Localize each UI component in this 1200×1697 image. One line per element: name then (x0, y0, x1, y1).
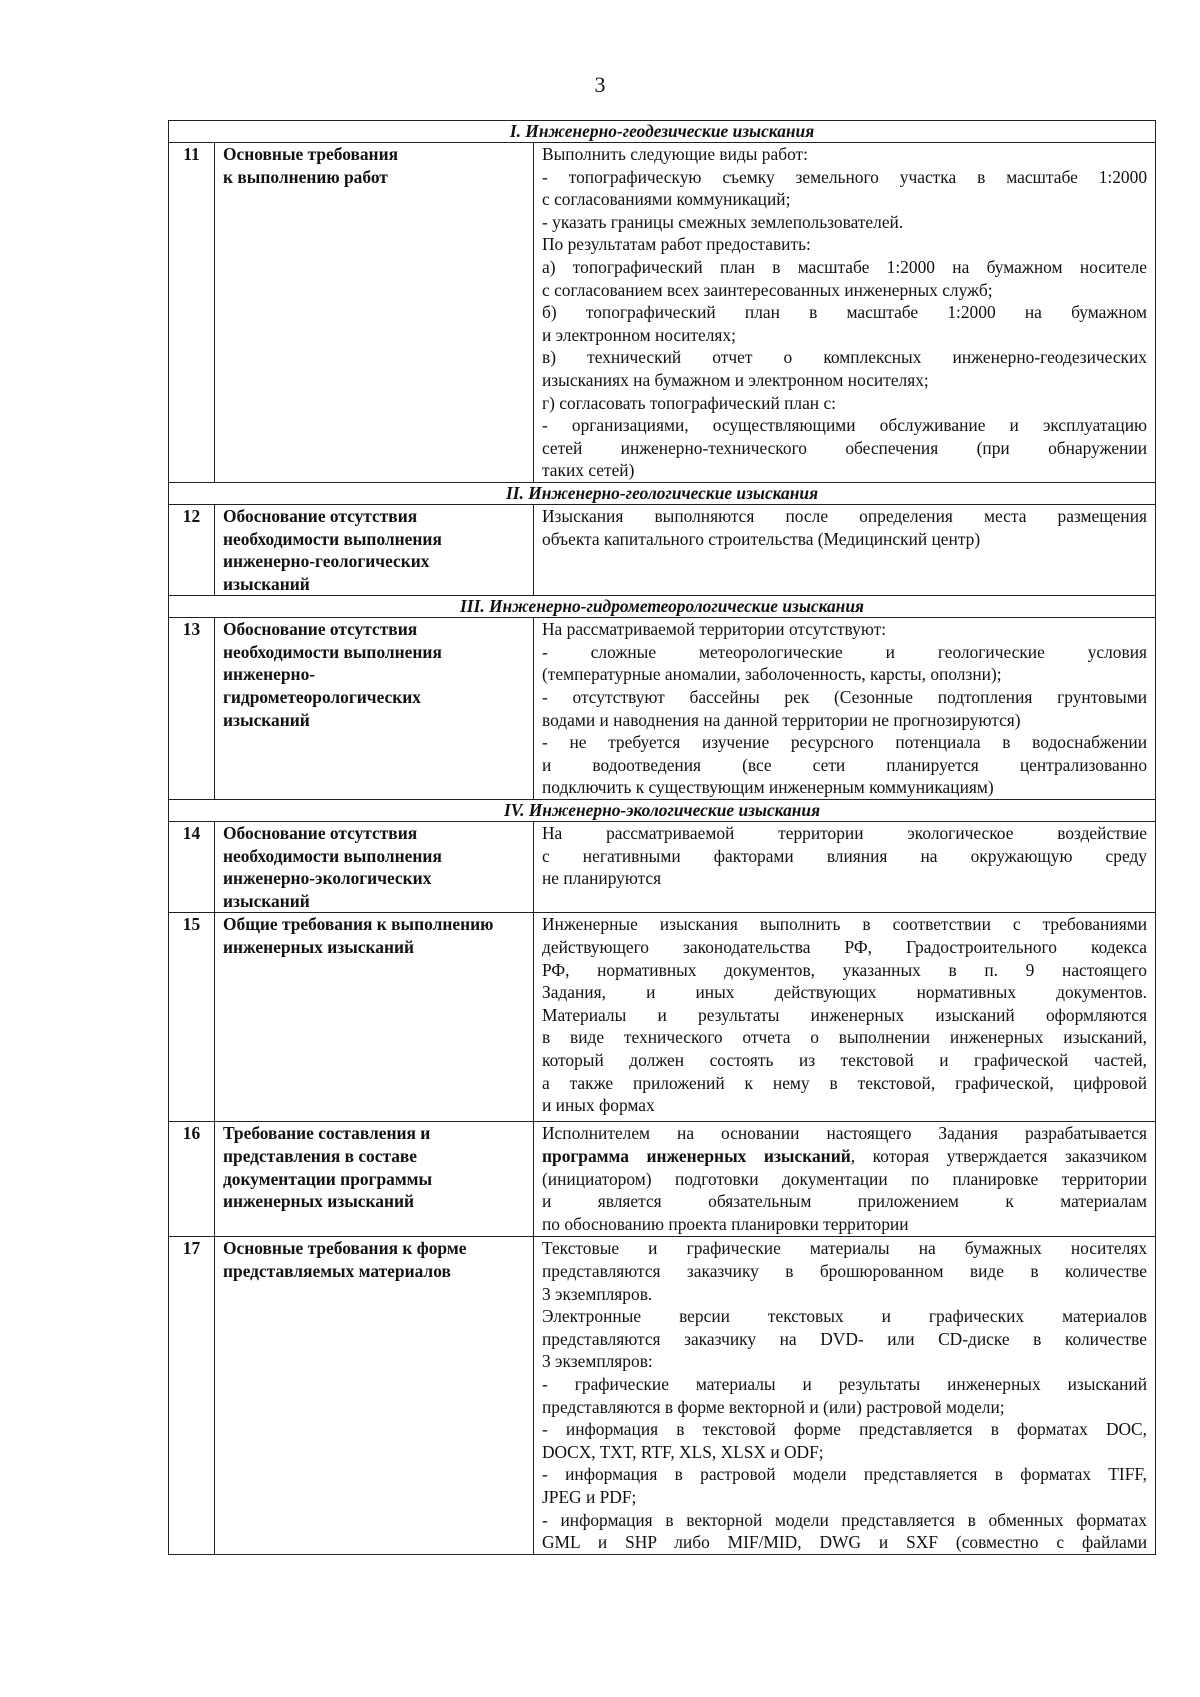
text-line: - информация в текстовой форме представляется в форматах DOC, (542, 1419, 1148, 1440)
label-line: инженерных изысканий (223, 937, 415, 957)
section-header-row (169, 800, 1156, 822)
text-line: представляются заказчику на DVD- или CD-диске в количестве (542, 1328, 1148, 1349)
text-line: JPEG и PDF; (542, 1486, 637, 1507)
label-line: инженерно-геологических (223, 551, 430, 572)
label-line: Основные требования (223, 144, 398, 164)
text-line: - информация в векторной модели представляется в обменных форматах (542, 1509, 1148, 1530)
row-number: 14 (169, 822, 215, 913)
text-line: DOCX, TXT, RTF, XLS, XLSX и ODF; (542, 1441, 824, 1462)
row-text (534, 504, 1156, 595)
text-line: а) топографический план в масштабе 1:2000 на бумажном носителе (542, 256, 1148, 277)
text-line: - сложные метеорологические и геологические условия (542, 641, 1148, 662)
row-number: 16 (169, 1122, 215, 1237)
label-line: к выполнению работ (223, 166, 388, 187)
row-number: 11 (169, 143, 215, 483)
table-row (169, 1122, 1156, 1237)
text-line: GML и SHP либо MIF/MID, DWG и SXF (совместно с файлами (542, 1532, 1148, 1553)
text-line: РФ, нормативных документов, указанных в п. 9 настоящего (542, 959, 1148, 980)
text-line: - информация в растровой модели представляется в форматах TIFF, (542, 1464, 1148, 1485)
row-label (215, 1237, 534, 1554)
row-label (215, 143, 534, 483)
bold-term: программа инженерных изысканий (542, 1146, 851, 1166)
section-header-row (169, 596, 1156, 618)
text-line: Электронные версии текстовых и графических материалов (542, 1306, 1148, 1327)
text-line: таких сетей) (542, 460, 635, 481)
section-title: II. Инженерно-геологические изыскания (169, 482, 1156, 504)
text-line: а также приложений к нему в текстовой, графической, цифровой (542, 1072, 1148, 1093)
text-line: На рассматриваемой территории отсутствуют: (542, 619, 887, 640)
label-line: необходимости выполнения (223, 845, 442, 866)
section-header-row (169, 482, 1156, 504)
text-line: сетей инженерно-технического обеспечения (при обнаружении (542, 437, 1148, 458)
label-line: представляемых материалов (223, 1261, 451, 1281)
text-line: с согласованием всех заинтересованных инженерных служб; (542, 279, 993, 300)
label-line: изысканий (223, 573, 310, 594)
table-row (169, 1237, 1156, 1554)
text-line: подключить к существующим инженерным коммуникациям) (542, 777, 994, 798)
text-line: не планируются (542, 868, 662, 889)
row-number: 15 (169, 913, 215, 1122)
row-text (534, 822, 1156, 913)
text-line: и водоотведения (все сети планируется централизованно (542, 754, 1148, 775)
text-line: объекта капитального строительства (Медицинский центр) (542, 528, 981, 549)
text-line: Выполнить следующие виды работ: (542, 144, 808, 164)
text-line: в) технический отчет о комплексных инженерно-геодезических (542, 347, 1148, 368)
label-line: гидрометеорологических (223, 687, 421, 708)
row-text (534, 143, 1156, 483)
text-line: и является обязательным приложением к материалам (542, 1191, 1148, 1212)
row-text (534, 1237, 1156, 1554)
label-line: изысканий (223, 890, 310, 911)
table-row (169, 822, 1156, 913)
section-header-row (169, 121, 1156, 143)
table-row (169, 913, 1156, 1122)
text-line: (температурные аномалии, заболоченность, карсты, оползни); (542, 664, 1002, 685)
text-line: водами и наводнения на данной территории не прогнозируются) (542, 709, 1021, 730)
text-line: г) согласовать топографический план с: (542, 392, 837, 413)
label-line: Обоснование отсутствия (223, 505, 418, 526)
text-line: Задания, и иных действующих нормативных документов. (542, 982, 1148, 1003)
row-text (534, 618, 1156, 800)
text-line: - графические материалы и результаты инженерных изысканий (542, 1373, 1148, 1394)
text-line: и электронном носителях; (542, 324, 736, 345)
text-line: По результатам работ предоставить: (542, 234, 811, 255)
text-line: представляются в форме векторной и (или) растровой модели; (542, 1396, 1005, 1417)
text-line: по обоснованию проекта планировки территории (542, 1213, 909, 1234)
text-line: Текстовые и графические материалы на бумажных носителях (542, 1238, 1148, 1259)
text-line: Исполнителем на основании настоящего Задания разрабатывается (542, 1123, 1148, 1144)
label-line: Обоснование отсутствия (223, 823, 418, 844)
text-line: изысканиях на бумажном и электронном носителях; (542, 369, 929, 390)
text-line: Материалы и результаты инженерных изысканий оформляются (542, 1004, 1148, 1025)
text-line: с негативными факторами влияния на окружающую среду (542, 845, 1148, 866)
row-label (215, 1122, 534, 1237)
text-line: - не требуется изучение ресурсного потенциала в водоснабжении (542, 732, 1148, 753)
row-text (534, 1122, 1156, 1237)
text-line: Изыскания выполняются после определения места размещения (542, 505, 1148, 526)
row-number: 13 (169, 618, 215, 800)
text-line: - топографическую съемку земельного участка в масштабе 1:2000 (542, 166, 1148, 187)
row-label (215, 913, 534, 1122)
text-line: представляются заказчику в брошюрованном виде в количестве (542, 1261, 1148, 1281)
table-row (169, 618, 1156, 800)
text-line: - отсутствуют бассейны рек (Сезонные подтопления грунтовыми (542, 687, 1148, 708)
label-line: инженерно-экологических (223, 868, 432, 889)
text-line: На рассматриваемой территории экологическое воздействие (542, 823, 1148, 844)
text-line (542, 1145, 1147, 1168)
section-title: IV. Инженерно-экологические изыскания (169, 800, 1156, 822)
row-number: 12 (169, 504, 215, 595)
text-line: действующего законодательства РФ, Градостроительного кодекса (542, 937, 1148, 957)
text-line: 3 экземпляров. (542, 1283, 653, 1304)
table-row (169, 504, 1156, 595)
text-line: (инициатором) подготовки документации по планировке территории (542, 1168, 1148, 1189)
text-line: в виде технического отчета о выполнении инженерных изысканий, (542, 1027, 1148, 1048)
text-line: и иных формах (542, 1095, 655, 1116)
text-line: 3 экземпляров: (542, 1351, 653, 1372)
label-line: инженерно- (223, 664, 316, 685)
label-line: необходимости выполнения (223, 528, 442, 549)
row-number: 17 (169, 1237, 215, 1554)
requirements-table (168, 120, 1156, 1555)
text-line: с согласованиями коммуникаций; (542, 189, 791, 210)
label-line: представления в составе (223, 1146, 418, 1166)
label-line: Основные требования к форме (223, 1238, 467, 1259)
text-line: - указать границы смежных землепользователей. (542, 211, 904, 232)
label-line: Требование составления и (223, 1123, 431, 1144)
section-title: III. Инженерно-гидрометеорологические изыскания (169, 596, 1156, 618)
label-line: документации программы (223, 1168, 433, 1189)
label-line: инженерных изысканий (223, 1191, 415, 1212)
section-title: I. Инженерно-геодезические изыскания (169, 121, 1156, 143)
row-label (215, 618, 534, 800)
page-number: 3 (594, 72, 606, 97)
text-line: Инженерные изыскания выполнить в соответствии с требованиями (542, 914, 1148, 935)
text-line: который должен состоять из текстовой и графической частей, (542, 1049, 1148, 1070)
row-label (215, 504, 534, 595)
label-line: Обоснование отсутствия (223, 619, 418, 640)
table-row (169, 143, 1156, 483)
text-line: б) топографический план в масштабе 1:2000 на бумажном (542, 302, 1148, 323)
row-text (534, 913, 1156, 1122)
label-line: Общие требования к выполнению (223, 914, 494, 935)
label-line: изысканий (223, 709, 310, 730)
text-line: - организациями, осуществляющими обслуживание и эксплуатацию (542, 415, 1148, 436)
row-label (215, 822, 534, 913)
label-line: необходимости выполнения (223, 641, 442, 662)
text-fragment: , которая утверждается заказчиком (850, 1146, 1148, 1166)
